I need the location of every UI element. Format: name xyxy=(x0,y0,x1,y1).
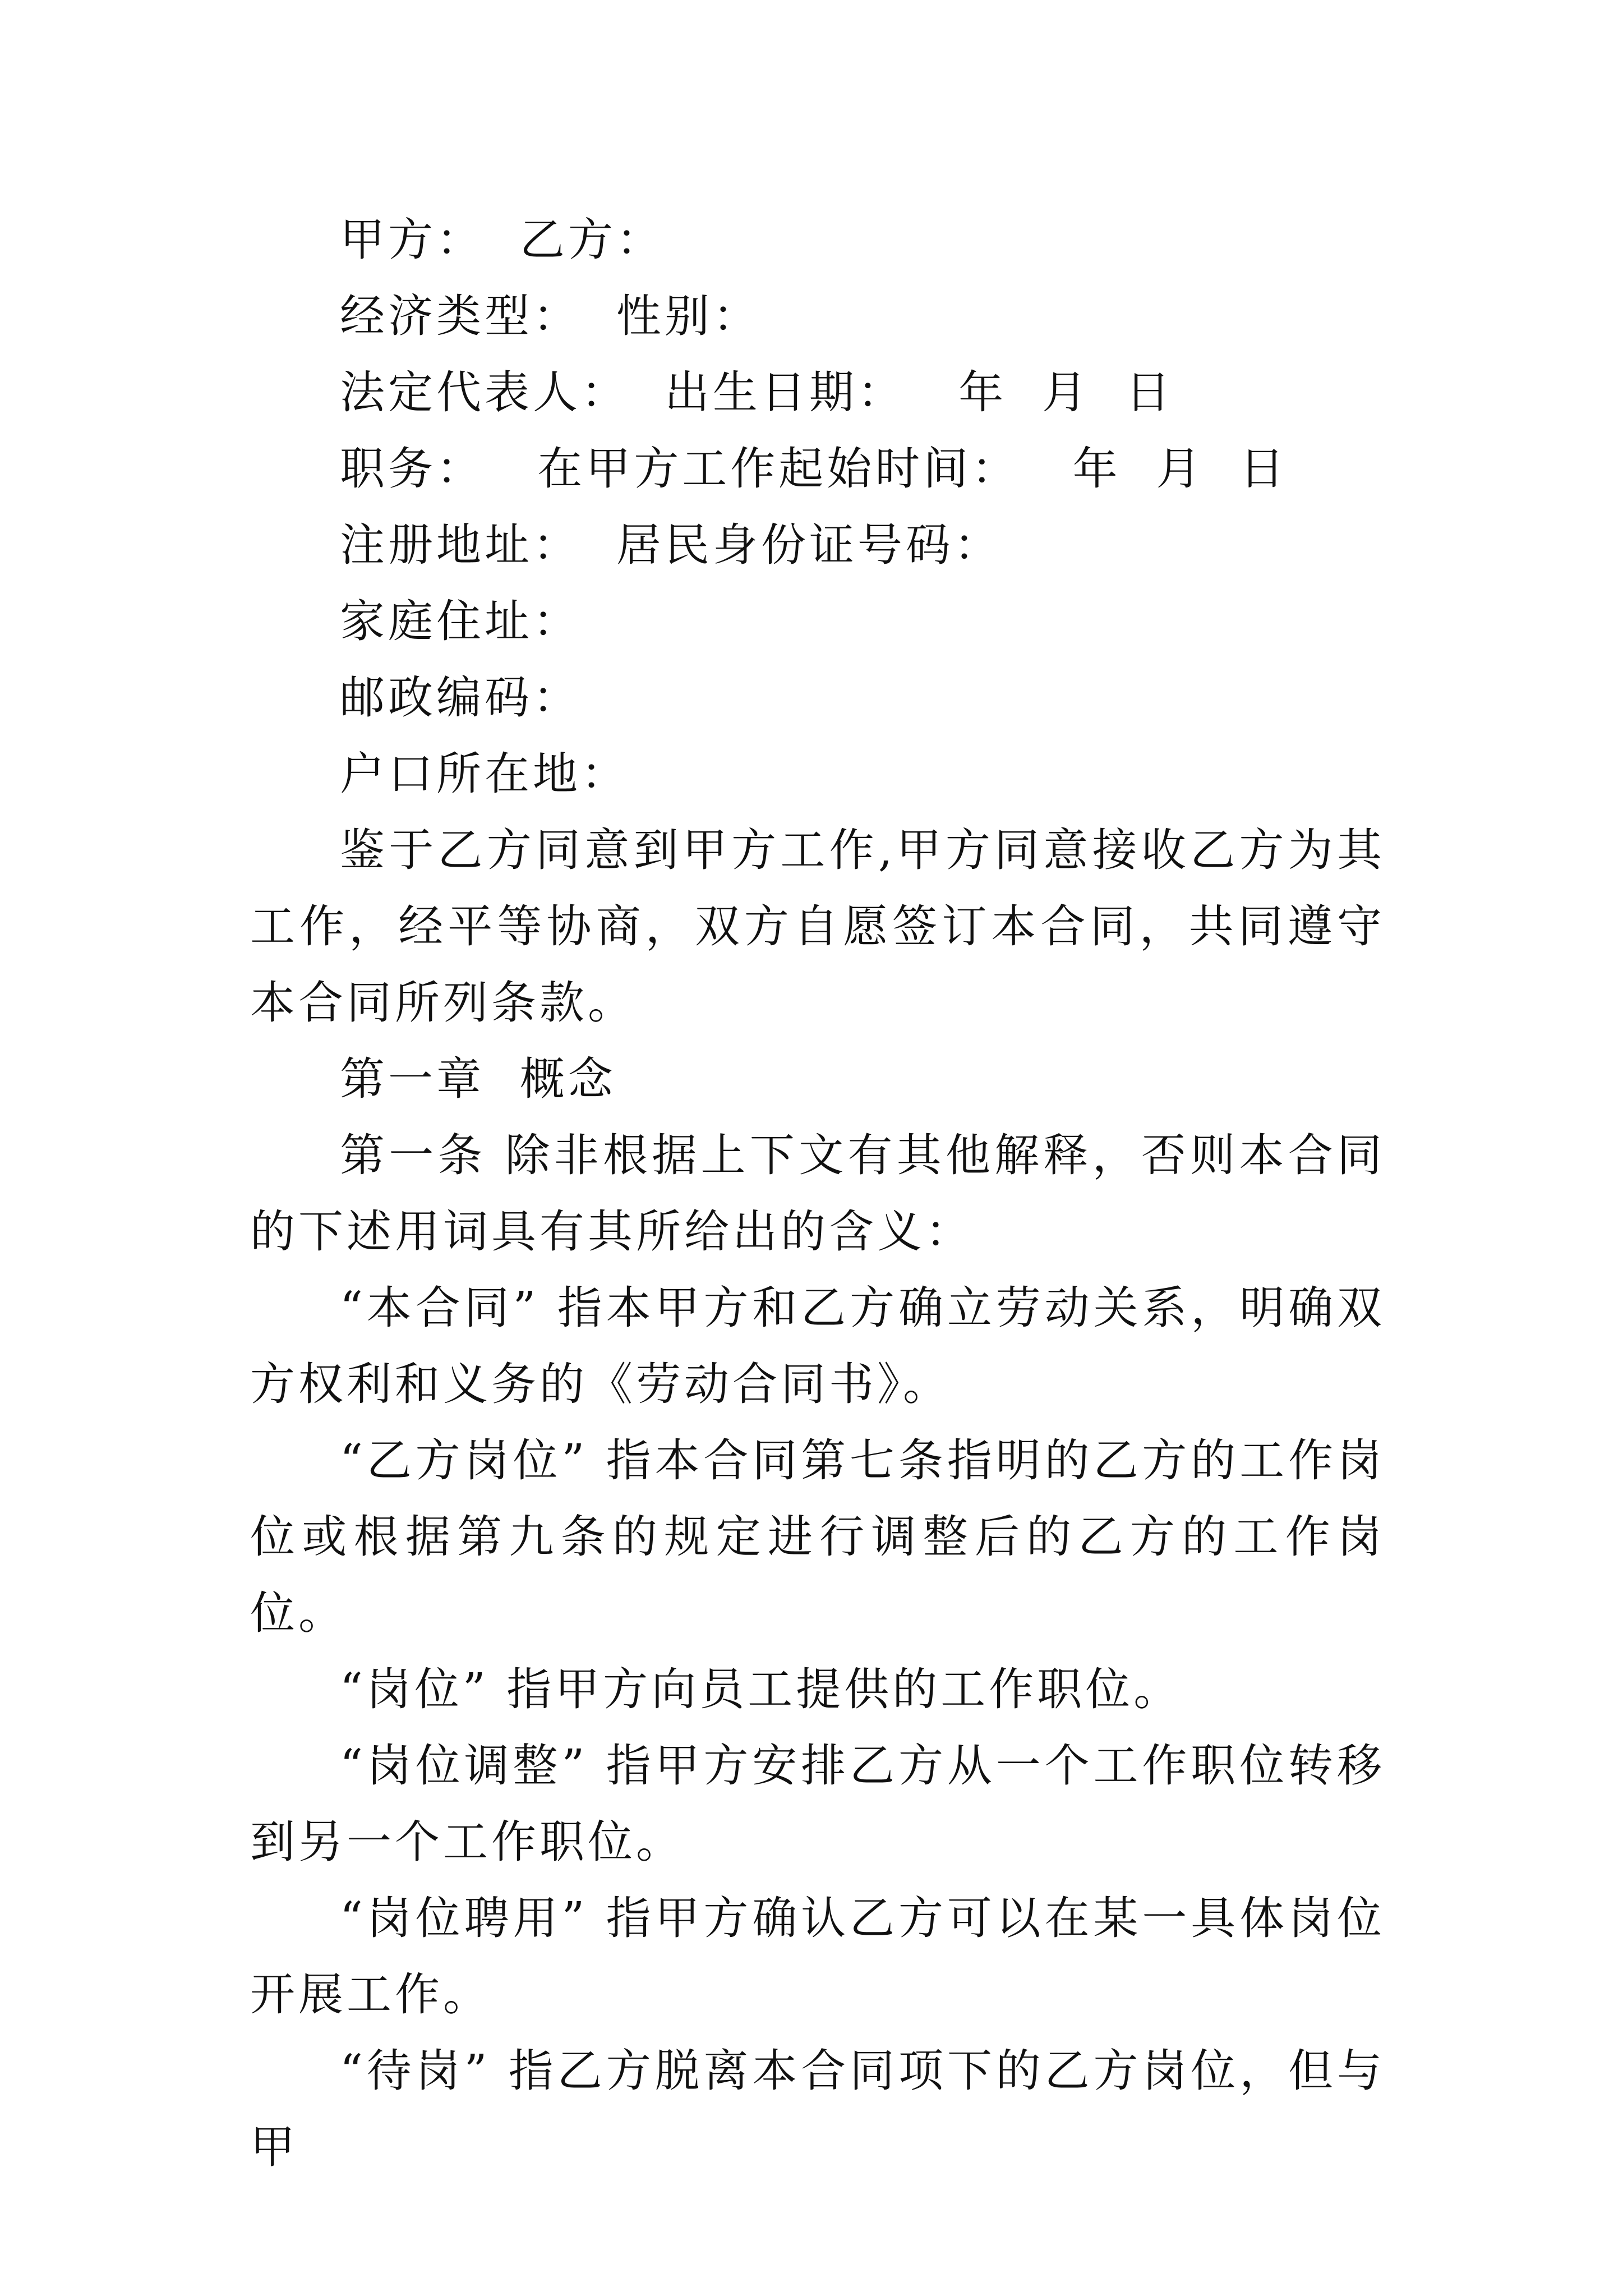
contract-body xyxy=(250,202,1385,2185)
definition-position-employment: “岗位聘用” 指甲方确认乙方可以在某一具体岗位开展工作。 xyxy=(250,1892,1385,2021)
definition-party-b-position: “乙方岗位” 指本合同第七条指明的乙方的工作岗位或根据第九条的规定进行调整后的乙方的工作岗位。 xyxy=(250,1434,1385,1639)
intro-paragraph: 鉴于乙方同意到甲方工作,甲方同意接收乙方为其工作，经平等协商，双方自愿签订本合同，共同遵守本合同所列条款。 xyxy=(250,824,1385,1029)
definition-position-adjustment: “岗位调整” 指甲方安排乙方从一个工作职位转移到另一个工作职位。 xyxy=(250,1740,1385,1868)
field-economic-type-gender: 经济类型： 性别： xyxy=(340,290,761,342)
field-legal-rep-birth-date: 法定代表人： 出生日期： 年 月 日 xyxy=(340,366,1174,418)
definition-awaiting-position: “待岗” 指乙方脱离本合同项下的乙方岗位，但与甲 xyxy=(250,2045,1385,2173)
field-position-start-date: 职务： 在甲方工作起始时间： 年 月 日 xyxy=(340,443,1288,495)
definition-contract: “本合同” 指本甲方和乙方确立劳动关系，明确双方权利和义务的《劳动合同书》。 xyxy=(250,1282,1385,1410)
chapter-title: 第一章 概念 xyxy=(340,1053,616,1105)
field-postal-code: 邮政编码： xyxy=(340,671,581,724)
field-party-a-party-b: 甲方： 乙方： xyxy=(340,214,665,266)
definition-position: “岗位” 指甲方向员工提供的工作职位。 xyxy=(340,1663,1182,1715)
article-1: 第一条 除非根据上下文有其他解释，否则本合同的下述用词具有其所给出的含义： xyxy=(250,1129,1385,1258)
field-household-registration: 户口所在地： xyxy=(340,748,629,800)
field-address-id-number: 注册地址： 居民身份证号码： xyxy=(340,519,1002,571)
field-home-address: 家庭住址： xyxy=(340,595,581,647)
